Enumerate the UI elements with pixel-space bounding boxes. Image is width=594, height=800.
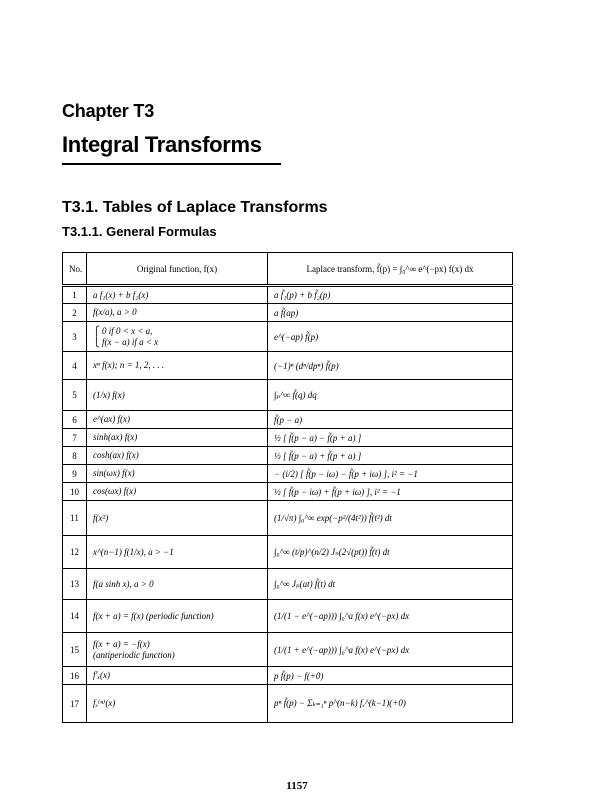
row-number: 12 — [63, 536, 87, 569]
table-row — [63, 633, 513, 667]
row-number: 6 — [63, 411, 87, 429]
original-function-cell — [87, 304, 268, 322]
table-row — [63, 536, 513, 569]
laplace-transform-cell: ½ [ f̃(p − a) + f̃(p + a) ] — [268, 447, 513, 465]
row-number: 10 — [63, 483, 87, 501]
original-function-text: f(x/a), a > 0 — [93, 307, 137, 317]
table-row — [63, 600, 513, 633]
page-number: 1157 — [286, 780, 308, 792]
original-function-cell — [87, 667, 268, 685]
subsection-title: T3.1.1. General Formulas — [62, 224, 217, 239]
original-function-cell — [87, 380, 268, 411]
row-number: 2 — [63, 304, 87, 322]
original-function-text: a f₁(x) + b f₂(x) — [93, 289, 149, 300]
table-body — [63, 286, 513, 723]
laplace-transform-cell: (1/(1 − e^(−ap))) ∫₀^a f(x) e^(−px) dx — [268, 600, 513, 633]
table-row — [63, 352, 513, 380]
laplace-transform-cell: (1/(1 + e^(−ap))) ∫₀^a f(x) e^(−px) dx — [268, 633, 513, 667]
column-header-no: No. — [63, 253, 87, 286]
original-function-text: ⎩ f(x − a) if a < x — [93, 336, 159, 347]
original-function-cell — [87, 633, 268, 667]
original-function-cell — [87, 569, 268, 600]
original-function-cell — [87, 536, 268, 569]
laplace-transform-cell: p f̃(p) − f(+0) — [268, 667, 513, 685]
column-header-laplace: Laplace transform, f̃(p) = ∫₀^∞ e^(−px) f(x) dx — [268, 253, 513, 286]
chapter-title: Integral Transforms — [62, 132, 262, 157]
laplace-transform-cell: (1/√π) ∫₀^∞ exp(−p²/(4t²)) f̃(t²) dt — [268, 501, 513, 536]
row-number: 4 — [63, 352, 87, 380]
title-underline — [62, 163, 281, 165]
original-function-text: (antiperiodic function) — [93, 649, 175, 660]
original-function-cell — [87, 411, 268, 429]
column-header-original: Original function, f(x) — [87, 253, 268, 286]
table-header-row — [63, 253, 513, 286]
original-function-text: f(x + a) = −f(x) — [93, 638, 150, 649]
original-function-text: sinh(ax) f(x) — [93, 432, 138, 442]
row-number: 16 — [63, 667, 87, 685]
row-number: 17 — [63, 685, 87, 723]
original-function-cell — [87, 286, 268, 304]
laplace-transform-cell: pⁿ f̃(p) − Σₖ₌₁ⁿ p^(n−k) fₓ^(k−1)(+0) — [268, 685, 513, 723]
original-function-text: f(x²) — [93, 512, 109, 523]
original-function-text: cos(ωx) f(x) — [93, 486, 137, 496]
chapter-label: Chapter T3 — [62, 101, 155, 121]
original-function-text: f′ₓ(x) — [93, 670, 111, 680]
table-row — [63, 380, 513, 411]
table-row — [63, 501, 513, 536]
laplace-transform-cell: a f̃(ap) — [268, 304, 513, 322]
laplace-transform-cell: ∫₀^∞ (t/p)^(n/2) Jₙ(2√(pt)) f̃(t) dt — [268, 536, 513, 569]
original-function-text: x^(n−1) f(1/x), a > −1 — [93, 546, 174, 557]
row-number: 1 — [63, 286, 87, 304]
table-row — [63, 286, 513, 304]
row-number: 9 — [63, 465, 87, 483]
laplace-transform-table — [62, 252, 513, 723]
original-function-cell — [87, 600, 268, 633]
laplace-transform-cell: e^(−ap) f̃(p) — [268, 322, 513, 352]
row-number: 8 — [63, 447, 87, 465]
laplace-transform-cell: ½ [ f̃(p − a) − f̃(p + a) ] — [268, 429, 513, 447]
laplace-transform-cell: a f̃₁(p) + b f̃₂(p) — [268, 286, 513, 304]
original-function-text: f(a sinh x), a > 0 — [93, 578, 154, 589]
original-function-cell — [87, 429, 268, 447]
laplace-transform-cell: ∫ₚ^∞ f̃(q) dq — [268, 380, 513, 411]
laplace-transform-cell: − (i/2) [ f̃(p − iω) − f̃(p + iω) ], i² = −1 — [268, 465, 513, 483]
table-row — [63, 483, 513, 501]
row-number: 15 — [63, 633, 87, 667]
section-title: T3.1. Tables of Laplace Transforms — [62, 199, 328, 216]
original-function-cell — [87, 465, 268, 483]
original-function-cell — [87, 352, 268, 380]
laplace-transform-cell: ∫₀^∞ Jₚ(at) f̃(t) dt — [268, 569, 513, 600]
row-number: 7 — [63, 429, 87, 447]
laplace-transform-cell: (−1)ⁿ (dⁿ/dpⁿ) f̃(p) — [268, 352, 513, 380]
row-number: 5 — [63, 380, 87, 411]
original-function-text: (1/x) f(x) — [93, 389, 125, 400]
original-function-text: ⎧ 0 if 0 < x < a, — [93, 325, 153, 336]
table-row — [63, 447, 513, 465]
laplace-transform-cell: f̃(p − a) — [268, 411, 513, 429]
table-row — [63, 411, 513, 429]
row-number: 11 — [63, 501, 87, 536]
original-function-cell — [87, 322, 268, 352]
row-number: 3 — [63, 322, 87, 352]
original-function-text: f(x + a) = f(x) (periodic function) — [93, 610, 214, 621]
original-function-text: e^(ax) f(x) — [93, 414, 131, 424]
original-function-text: sin(ωx) f(x) — [93, 468, 135, 478]
original-function-text: xⁿ f(x); n = 1, 2, . . . — [93, 360, 165, 370]
row-number: 13 — [63, 569, 87, 600]
table-row — [63, 322, 513, 352]
original-function-cell — [87, 483, 268, 501]
table-row — [63, 667, 513, 685]
original-function-cell — [87, 685, 268, 723]
original-function-cell — [87, 447, 268, 465]
table-row — [63, 304, 513, 322]
laplace-transform-cell: ½ [ f̃(p − iω) + f̃(p + iω) ], i² = −1 — [268, 483, 513, 501]
original-function-cell — [87, 501, 268, 536]
table-row — [63, 465, 513, 483]
row-number: 14 — [63, 600, 87, 633]
table-row — [63, 429, 513, 447]
original-function-text: fₓ⁽ⁿ⁾(x) — [93, 698, 116, 708]
table-row — [63, 569, 513, 600]
table-row — [63, 685, 513, 723]
original-function-text: cosh(ax) f(x) — [93, 450, 139, 460]
